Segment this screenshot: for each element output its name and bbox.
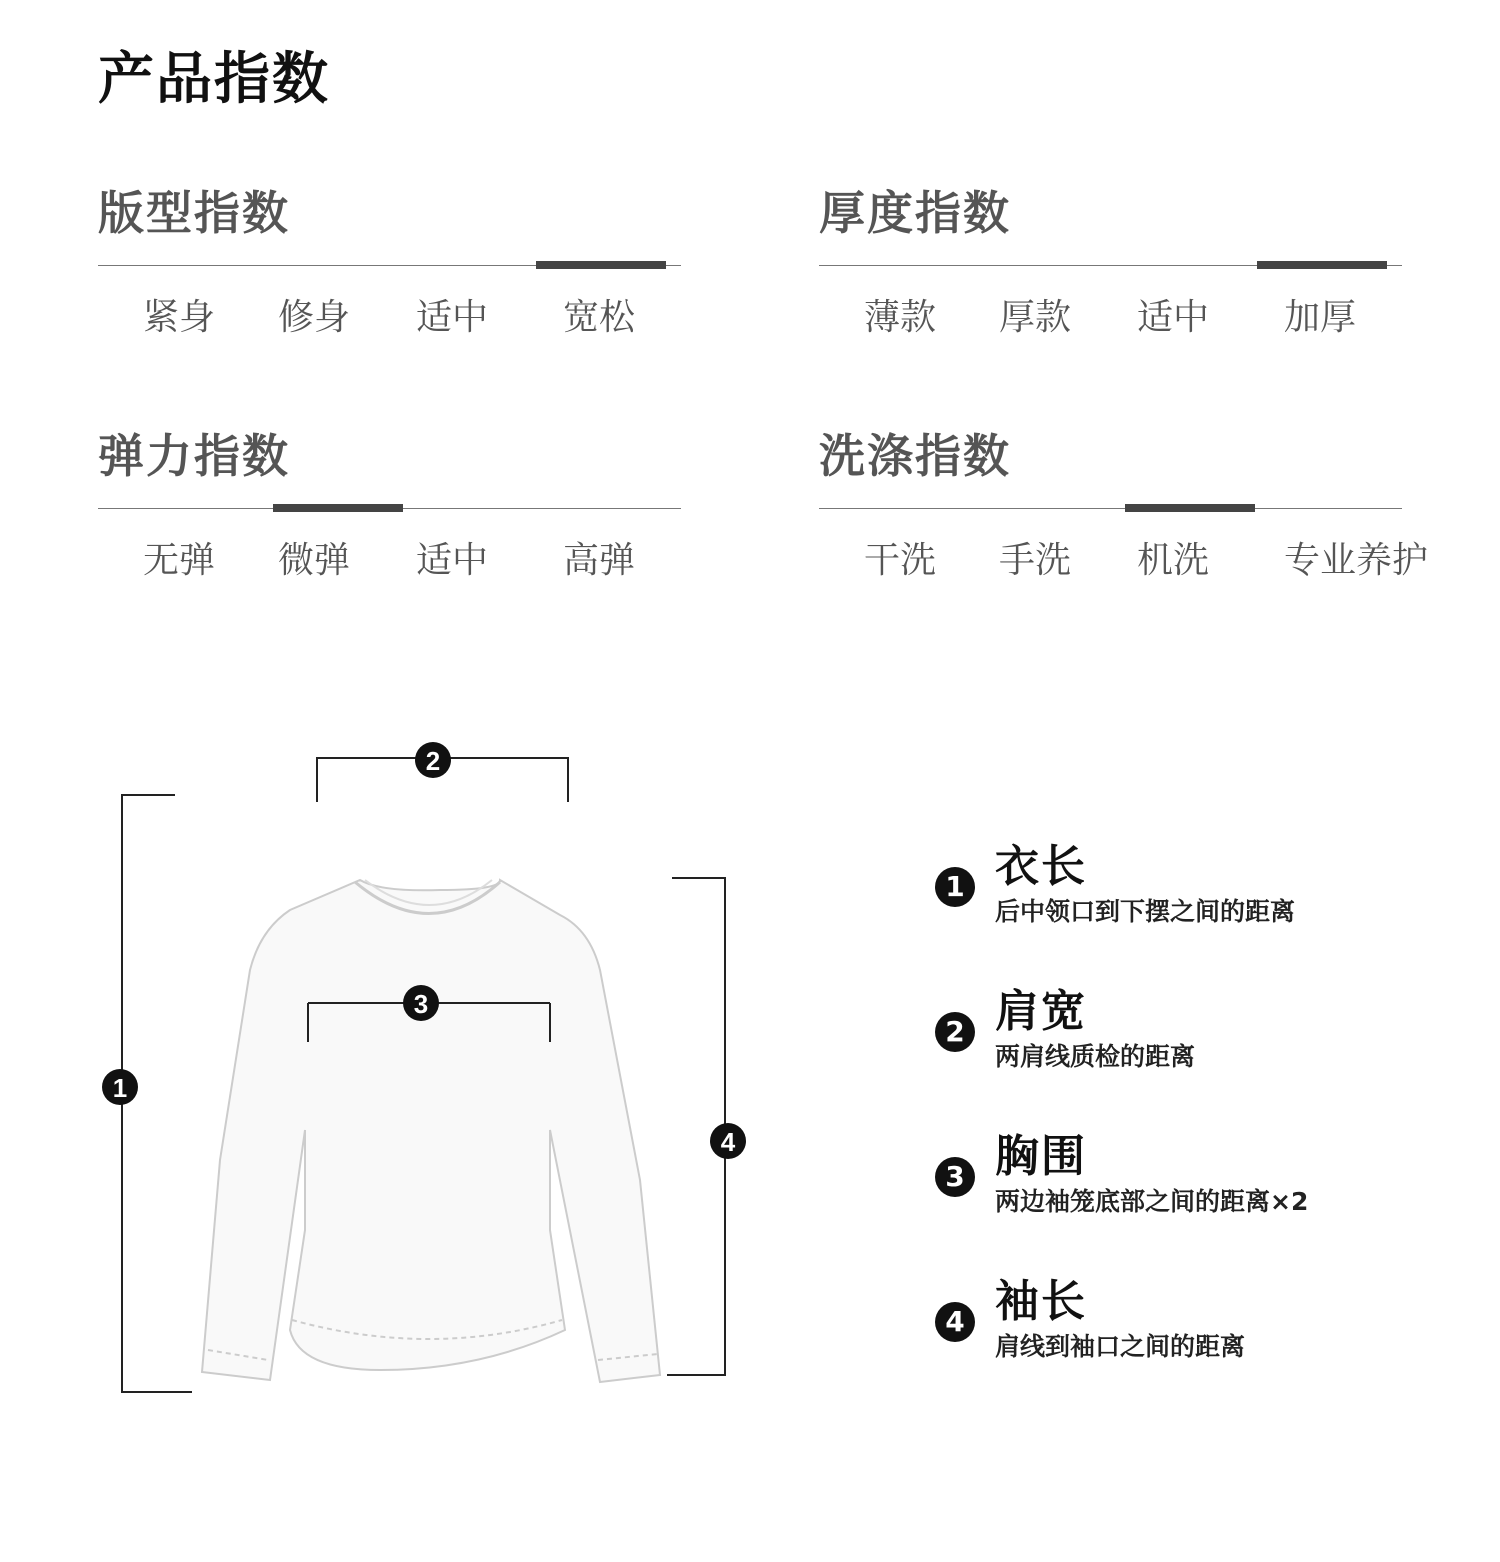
marker-label: 1 xyxy=(112,1073,128,1103)
index-title: 厚度指数 xyxy=(819,186,1011,240)
marker-label: 2 xyxy=(425,746,441,776)
index-option: 修身 xyxy=(278,297,351,338)
index-option: 专业养护 xyxy=(1284,540,1429,581)
number-2-icon: 2 xyxy=(935,1012,975,1052)
index-option: 宽松 xyxy=(563,297,636,338)
index-selected-marker xyxy=(273,504,403,512)
page-title: 产品指数 xyxy=(98,47,330,112)
index-option: 干洗 xyxy=(864,540,937,581)
sweater-outline xyxy=(202,880,660,1382)
legend-term: 袖长 xyxy=(995,1276,1087,1327)
index-option: 适中 xyxy=(416,297,489,338)
legend-item-shoulder xyxy=(935,986,1455,1100)
measure-line-4 xyxy=(667,878,725,1375)
index-option: 机洗 xyxy=(1137,540,1210,581)
fit-index xyxy=(98,186,698,338)
marker-3-icon xyxy=(403,985,439,1021)
marker-1-icon xyxy=(102,1069,138,1105)
index-option: 无弹 xyxy=(143,540,216,581)
marker-label: 3 xyxy=(413,989,429,1019)
marker-4-icon xyxy=(710,1123,746,1159)
index-selected-marker xyxy=(1257,261,1387,269)
thickness-index xyxy=(819,186,1419,338)
index-option: 手洗 xyxy=(999,540,1072,581)
sweater-illustration xyxy=(80,730,800,1430)
marker-label: 4 xyxy=(720,1127,736,1157)
legend-description: 后中领口到下摆之间的距离 xyxy=(995,897,1296,926)
legend-term: 肩宽 xyxy=(995,986,1087,1037)
legend-term: 衣长 xyxy=(995,841,1087,892)
index-option: 适中 xyxy=(416,540,489,581)
index-title: 版型指数 xyxy=(98,186,290,240)
index-selected-marker xyxy=(1125,504,1255,512)
marker-2-icon xyxy=(415,742,451,778)
index-option: 高弹 xyxy=(563,540,636,581)
legend-item-sleeve xyxy=(935,1276,1455,1390)
number-1-icon: 1 xyxy=(935,867,975,907)
number-4-icon: 4 xyxy=(935,1302,975,1342)
index-option: 加厚 xyxy=(1284,297,1357,338)
legend-term: 胸围 xyxy=(995,1131,1087,1182)
index-option: 适中 xyxy=(1137,297,1210,338)
washing-index xyxy=(819,429,1429,581)
garment-measurement-diagram xyxy=(80,730,800,1430)
legend-description: 肩线到袖口之间的距离 xyxy=(995,1332,1246,1361)
index-title: 弹力指数 xyxy=(98,429,290,483)
elasticity-index xyxy=(98,429,698,581)
number-3-icon: 3 xyxy=(935,1157,975,1197)
index-option: 薄款 xyxy=(864,297,937,338)
index-track xyxy=(819,508,1402,509)
legend-description: 两边袖笼底部之间的距离×2 xyxy=(995,1187,1309,1216)
index-option: 厚款 xyxy=(999,297,1072,338)
index-option: 微弹 xyxy=(278,540,351,581)
index-title: 洗涤指数 xyxy=(819,429,1011,483)
legend-item-length xyxy=(935,841,1455,955)
index-option: 紧身 xyxy=(143,297,216,338)
legend-item-chest xyxy=(935,1131,1455,1245)
legend-description: 两肩线质检的距离 xyxy=(995,1042,1196,1071)
index-selected-marker xyxy=(536,261,666,269)
